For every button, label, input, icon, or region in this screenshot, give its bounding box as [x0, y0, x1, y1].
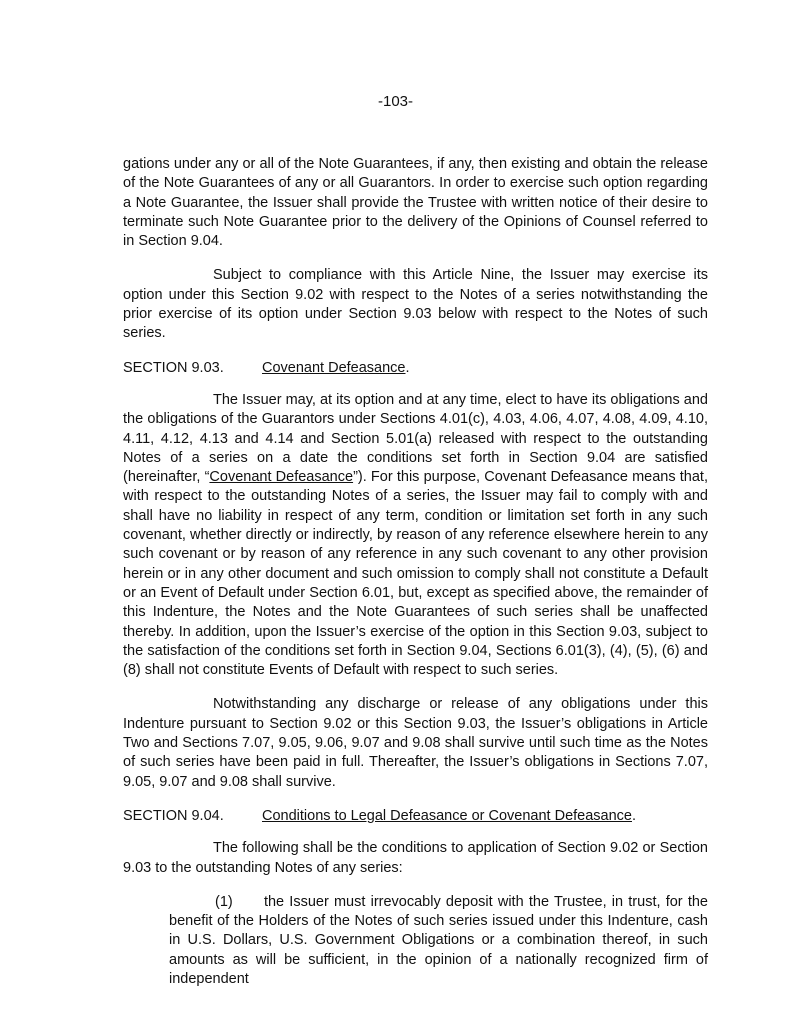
section-title: Conditions to Legal Defeasance or Covenant Defeasance [262, 807, 632, 824]
section-title: Covenant Defeasance [262, 359, 406, 376]
page-content [123, 155, 708, 1004]
paragraph-covenant-defeasance [123, 391, 708, 680]
section-title-period: . [405, 359, 410, 376]
section-number: SECTION 9.03. [123, 359, 224, 376]
item-label: (1) [215, 893, 233, 910]
page-number: -103- [377, 93, 414, 110]
section-heading-9-03 [123, 359, 708, 378]
paragraph-subject-to-compliance: Subject to compliance with this Article Nine, the Issuer may exercise its option under this Section 9.02 with respect to the Notes of a series notwithstanding the prior exercise of its option under Section 9.03 below with respect to the Notes of such series. [123, 267, 708, 342]
paragraph-conditions-intro: The following shall be the conditions to application of Section 9.02 or Section 9.03 to the outstanding Notes of any series: [123, 840, 708, 876]
section-number: SECTION 9.04. [123, 807, 224, 824]
item-text: the Issuer must irrevocably deposit with the Trustee, in trust, for the benefit of the Holders of the Notes of such series issued under this Indenture, cash in U.S. Dollars, U.S. Government Obligations or a combination thereof, in such amounts as will be sufficient, in the opinion of a nationally recognized firm of independent [169, 893, 708, 987]
paragraph-continuation: gations under any or all of the Note Guarantees, if any, then existing and obtain the release of the Note Guarantees of any or all Guarantors. In order to exercise such option regarding a Note Guarantee, the Issuer shall provide the Trustee with written notice of their desire to terminate such Note Guarantee prior to the delivery of the Opinions of Counsel referred to in Section 9.04. [123, 156, 708, 250]
paragraph-text: The Issuer may, at its option and at any time, elect to have its obligations and the obligations of the Guarantors under Sections 4.01(c), 4.03, 4.06, 4.07, 4.08, 4.09, 4.10, 4.11, 4.12, 4.13 and 4.14 and Section 5.01(a) released with respect to the outstanding Notes of a series on a date the conditions set forth in Section 9.04 are satisfied (hereinafter, “ [123, 391, 708, 486]
paragraph-text: ”). For this purpose, Covenant Defeasance means that, with respect to the outstanding Notes of a series, the Issuer may fail to comply with and shall have no liability in respect of any term, condition or limitation set forth in any such covenant, whether directly or indirectly, by reason of any reference elsewhere herein to any such covenant or by reason of any reference in any such covenant to any other provision herein or in any other document and such omission to comply shall not constitute a Default or an Event of Default under Section 6.01, but, except as specified above, the remainder of this Indenture, the Notes and the Note Guarantees of such series shall be unaffected thereby. In addition, upon the Issuer’s exercise of the option in this Section 9.03, subject to the satisfaction of the conditions set forth in Section 9.04, Sections 6.01(3), (4), (5), (6) and (8) shall not constitute Events of Default with respect to such series. [123, 469, 708, 679]
paragraph-notwithstanding: Notwithstanding any discharge or release of any obligations under this Indenture pursuant to Section 9.02 or this Section 9.03, the Issuer’s obligations in Article Two and Sections 7.07, 9.05, 9.06, 9.07 and 9.08 shall survive until such time as the Notes of such series have been paid in full. Thereafter, the Issuer’s obligations in Sections 7.07, 9.05, 9.07 and 9.08 shall survive. [123, 696, 708, 790]
section-title-period: . [632, 807, 637, 824]
section-heading-9-04 [123, 807, 708, 826]
list-item [169, 893, 708, 989]
defined-term: Covenant Defeasance [209, 469, 354, 486]
